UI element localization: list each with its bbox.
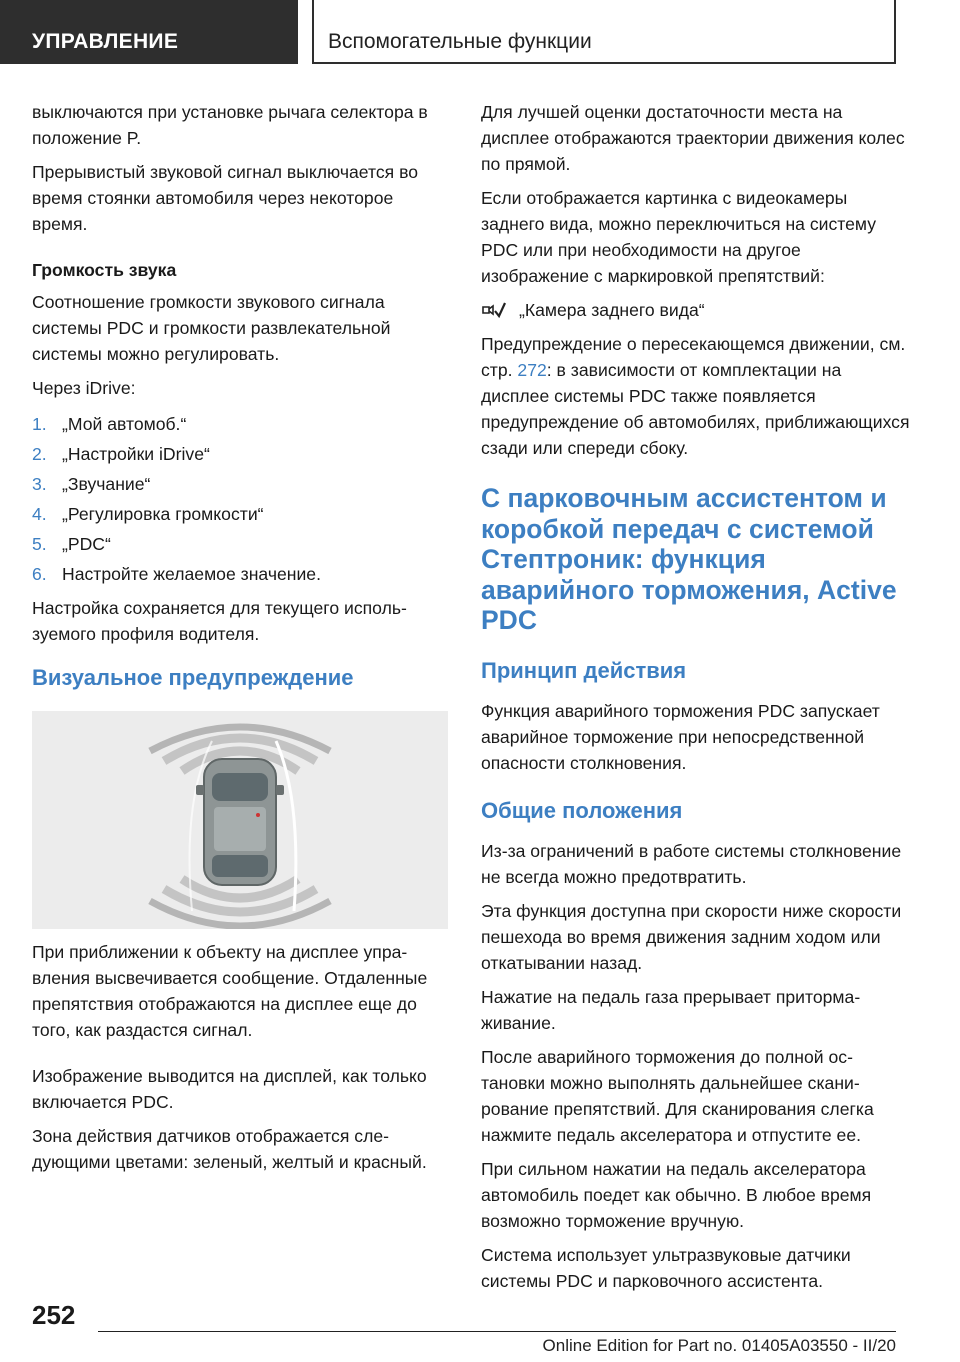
pdc-figure-graphic — [32, 711, 448, 929]
step-text: „Настройки iDrive“ — [62, 444, 210, 464]
text-fragment: : в зависимости от комплектации на дисплее системы PDC также появляется предупреждение об автомобилях, приближающихся сзади или спереди сбоку. — [481, 360, 910, 458]
paragraph: Соотношение громкости звукового сигнала системы PDC и громкости развлекательной системы можно регулировать. — [32, 292, 391, 364]
step-number: 5. — [32, 534, 47, 554]
footer-edition: Online Edition for Part no. 01405A03550 - II/20 — [542, 1336, 896, 1355]
step-text: „Мой автомоб.“ — [62, 414, 187, 434]
heading-principle: Принцип действия — [481, 657, 687, 683]
footer-divider — [98, 1331, 896, 1332]
list-item — [32, 469, 450, 499]
step-number: 3. — [32, 474, 47, 494]
camera-label: „Камера заднего вида“ — [519, 300, 705, 320]
paragraph: Зона действия датчиков отображается следующими цветами: зеленый, желтый и красный. — [32, 1126, 427, 1172]
paragraph: выключаются при установке рычага селектора в положение P. — [32, 102, 428, 148]
chapter-tab: Вспомогательные функции — [312, 0, 896, 64]
left-column — [32, 99, 450, 1183]
heading-volume: Громкость звука — [32, 260, 177, 280]
list-item — [32, 439, 450, 469]
steps-list — [32, 409, 450, 589]
paragraph — [481, 331, 911, 461]
paragraph: После аварийного торможения до полной остановки можно выполнять дальнейшее сканирование препятствий. Для сканирования слегка нажмите педаль акселератора и отпустите ее. — [481, 1046, 874, 1145]
heading-active-pdc: С парковочным ассистентом и коробкой передач с системой Стептроник: функция аварийного торможения, Active PDC — [481, 483, 897, 635]
list-item — [32, 559, 450, 589]
right-column — [481, 99, 911, 1302]
heading-general: Общие положения — [481, 797, 683, 823]
heading-visual-warning: Визуальное предупреждение — [32, 665, 354, 690]
list-item — [32, 499, 450, 529]
paragraph: Система использует ультразвуковые датчики системы PDC и парковочного ассистента. — [481, 1244, 851, 1291]
paragraph: Прерывистый звуковой сигнал выключается во время стоянки автомобиля через некоторое время. — [32, 162, 419, 234]
text-fragment: Предупреждение о пересекающемся движении, см. стр. — [481, 334, 906, 380]
page-number: 252 — [32, 1300, 76, 1330]
pdc-car-display — [32, 711, 448, 929]
paragraph: Для лучшей оценки достаточности места на дисплее отображаются траектории движения колес по прямой. — [481, 102, 905, 174]
paragraph: При приближении к объекту на дисплее управления высвечивается сообщение. Отдаленные препятствия отображаются на дисплее еще до того, как раздастся сигнал. — [32, 942, 428, 1040]
paragraph: При сильном нажатии на педаль акселератора автомобиль поедет как обычно. В любое время возможно торможение вручную. — [481, 1158, 872, 1231]
paragraph: Эта функция доступна при скорости ниже скорости пешехода во время движения задним ходом или откатывании назад. — [481, 900, 902, 973]
section-header: УПРАВЛЕНИЕ — [0, 0, 298, 64]
list-item — [32, 529, 450, 559]
step-text: „Регулировка громкости“ — [62, 504, 264, 524]
step-text: „Звучание“ — [62, 474, 151, 494]
step-number: 1. — [32, 414, 47, 434]
paragraph: Настройка сохраняется для текущего используемого профиля водителя. — [32, 598, 407, 644]
paragraph: Изображение выводится на дисплей, как только включается PDC. — [32, 1066, 427, 1112]
paragraph: Через iDrive: — [32, 378, 136, 398]
paragraph: Функция аварийного торможения PDC запускает аварийное торможение при непосредственной опасности столкновения. — [481, 700, 880, 773]
paragraph: Нажатие на педаль газа прерывает притормаживание. — [481, 986, 861, 1033]
step-text: Настройте желаемое значение. — [62, 564, 321, 584]
step-number: 4. — [32, 504, 47, 524]
list-item — [32, 409, 450, 439]
rear-camera-icon — [481, 299, 507, 321]
paragraph: Если отображается картинка с видеокамеры заднего вида, можно переключиться на систему PDC или при необходимости на другое изображение с маркировкой препятствий: — [481, 188, 876, 286]
page-link[interactable]: 272 — [517, 360, 547, 380]
step-text: „PDC“ — [62, 534, 111, 554]
step-number: 6. — [32, 564, 47, 584]
step-number: 2. — [32, 444, 47, 464]
paragraph: Из-за ограничений в работе системы столкновение не всегда можно предотвратить. — [481, 840, 902, 887]
camera-option — [481, 297, 911, 323]
